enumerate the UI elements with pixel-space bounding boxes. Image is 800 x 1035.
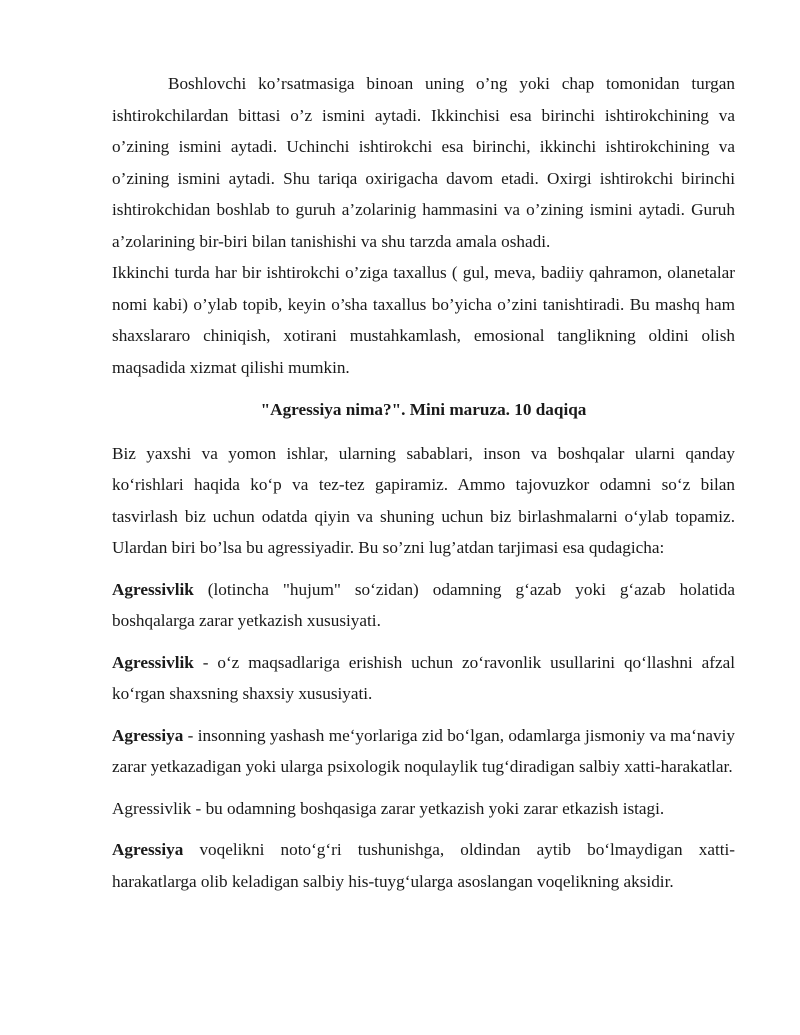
definition-3-text: - insonning yashash me‘yorlariga zid bo‘lgan, odamlarga jismoniy va ma‘naviy zarar yetkazadigan yoki ularga psixologik noqulaylik tug‘diradigan salbiy xatti-harakatlar. xyxy=(112,725,735,776)
definition-5 xyxy=(112,834,735,897)
definition-1-text: (lotincha "hujum" so‘zidan) odamning g‘azab yoki g‘azab holatida boshqalarga zarar yetkazish xususiyati. xyxy=(112,579,735,630)
definition-1 xyxy=(112,574,735,637)
intro-paragraph-1: Boshlovchi ko’rsatmasiga binoan uning o’ng yoki chap tomonidan turgan ishtirokchilardan bittasi o’z ismini aytadi. Ikkinchisi esa birinchi ishtirokchining va o’zining ismini aytadi. Uchinchi ishtirokchi esa birinchi, ikkinchi ishtirokchining va o’zining ismini aytadi. Shu tariqa oxirigacha davom etadi. Oxirgi ishtirokchi birinchi ishtirokchidan boshlab to guruh a’zolarinig hammasini va o’zining ismini aytadi. Guruh a’zolarining bir-biri bilan tanishishi va shu tarzda amala oshadi. xyxy=(112,74,735,251)
definition-4: Agressivlik - bu odamning boshqasiga zarar yetkazish yoki zarar etkazish istagi. xyxy=(112,798,665,818)
section-heading: "Agressiya nima?". Mini maruza. 10 daqiqa xyxy=(260,400,587,419)
definition-5-term: Agressiya xyxy=(112,840,184,859)
definition-2-term: Agressivlik xyxy=(112,652,194,672)
document-page xyxy=(112,68,735,897)
definition-1-term: Agressivlik xyxy=(112,579,194,599)
definition-2 xyxy=(112,647,735,710)
definition-5-text: voqelikni noto‘g‘ri tushunishga, oldindan aytib bo‘lmaydigan xatti-harakatlarga olib keladigan salbiy his-tuyg‘ularga asoslangan voqelikning aksidir. xyxy=(112,840,735,891)
definition-2-text: - o‘z maqsadlariga erishish uchun zo‘ravonlik usullarini qo‘llashni afzal ko‘rgan shaxsning shaxsiy xususiyati. xyxy=(112,652,735,703)
definition-3-term: Agressiya xyxy=(112,725,184,745)
section-paragraph-1: Biz yaxshi va yomon ishlar, ularning sabablari, inson va boshqalar ularni qanday ko‘rishlari haqida ko‘p va tez-tez gapiramiz. Ammo tajovuzkor odamni so‘z bilan tasvirlash biz uchun odatda qiyin va shuning uchun biz birlashmalarni o‘ylab topamiz. Ulardan biri bo’lsa bu agressiyadir. Bu so’zni lug’atdan tarjimasi esa qudagicha: xyxy=(112,443,735,557)
intro-paragraph-2: Ikkinchi turda har bir ishtirokchi o’ziga taxallus ( gul, meva, badiiy qahramon, olanetalar nomi kabi) o’ylab topib, keyin o’sha taxallus bo’yicha o’zini tanishtiradi. Bu mashq ham shaxslararo chiniqish, xotirani mustahkamlash, emosional tanglikning oldini olish maqsadida xizmat qilishi mumkin. xyxy=(112,263,735,377)
definition-3 xyxy=(112,720,735,783)
